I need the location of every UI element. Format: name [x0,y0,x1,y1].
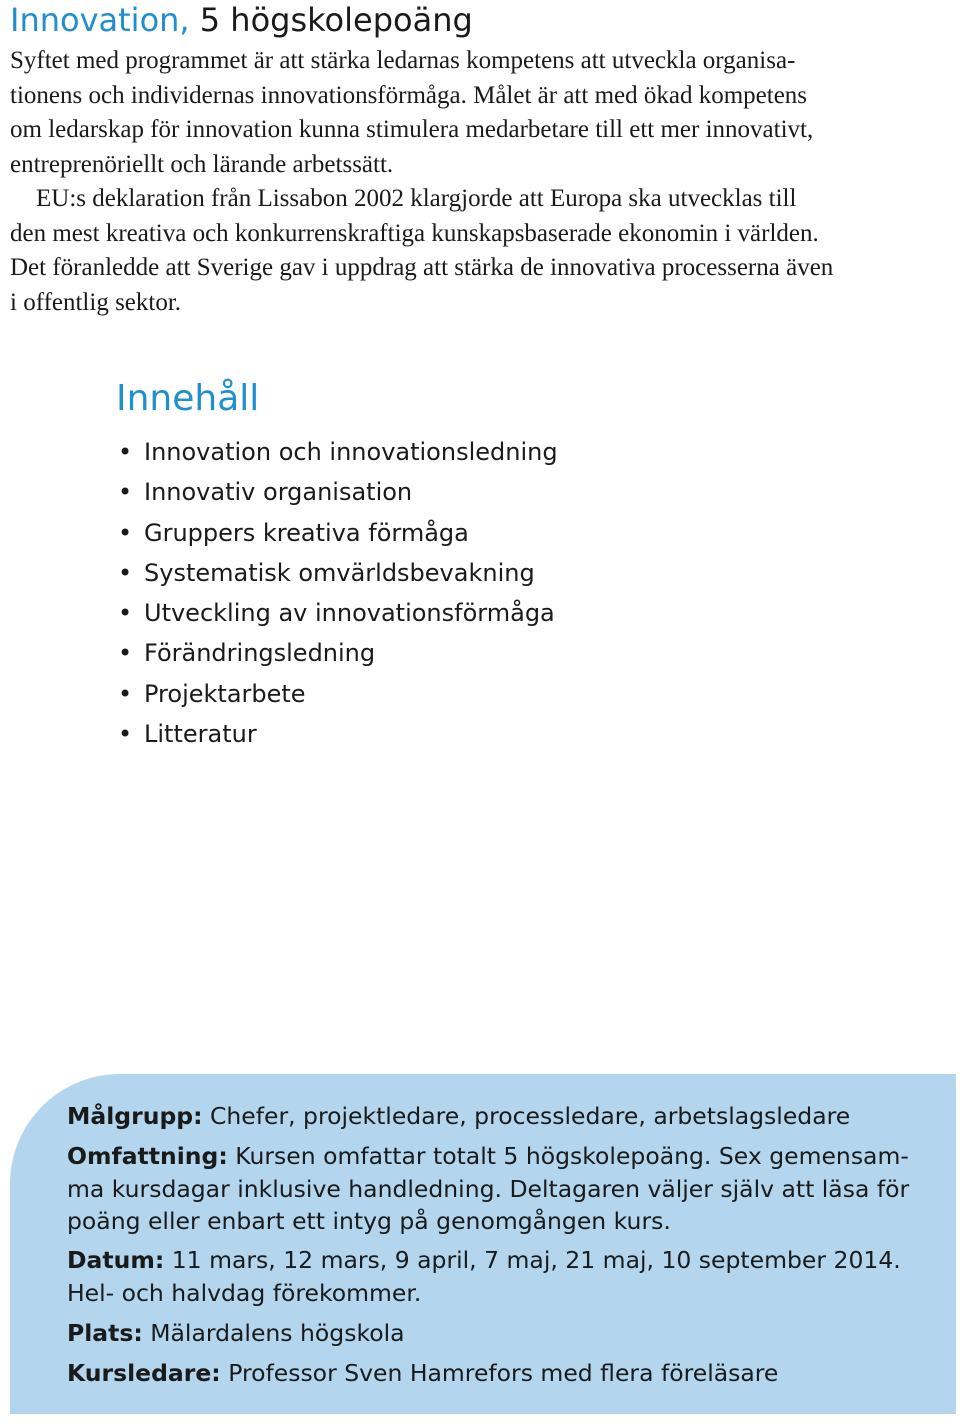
bullet-icon: • [118,679,133,708]
list-item-text: Innovativ organisation [144,478,413,507]
list-item [116,593,558,633]
intro-line: Syftet med programmet är att stärka ledarnas kompetens att utveckla organisa- [10,47,796,74]
dates-value-line: 11 mars, 12 mars, 9 april, 7 maj, 21 maj, 10 september 2014. [171,1246,901,1274]
list-item-text: Gruppers kreativa förmåga [144,518,469,547]
list-item-text: Projektarbete [144,679,306,708]
list-item-text: Systematisk omvärldsbevakning [144,558,535,587]
scope-label: Omfattning: [67,1142,228,1170]
intro-line: entreprenöriellt och lärande arbetssätt. [10,150,394,178]
intro-line: EU:s deklaration från Lissabon 2002 klargjorde att Europa ska utvecklas till [36,185,797,212]
scope-value-line: Kursen omfattar totalt 5 högskolepoäng. Sex gemensam- [235,1142,909,1170]
intro-line: tionens och individernas innovationsförmåga. Målet är att med ökad kompetens [10,81,808,109]
list-item-text: Innovation och innovationsledning [144,438,558,466]
location-value: Mälardalens högskola [150,1319,405,1347]
intro-line: den mest kreativa och konkurrenskraftiga kunskapsbaserade ekonomin i världen. [10,219,819,247]
page-title [10,0,473,40]
intro-line: i offentlig sektor. [10,288,182,316]
contents-list [116,432,558,754]
contents-heading: Innehåll [116,378,260,419]
target-group-info [67,1100,850,1133]
scope-info [67,1140,909,1238]
location-info [67,1317,405,1350]
list-item-text: Litteratur [144,720,257,749]
title-course-name: Innovation, [10,1,190,39]
target-group-value: Chefer, projektledare, processledare, arbetslagsledare [209,1102,851,1130]
list-item [116,553,558,593]
list-item-text: Utveckling av innovationsförmåga [144,599,555,628]
list-item [116,674,558,714]
scope-value-line: ma kursdagar inklusive handledning. Deltagaren väljer själv att läsa för [67,1174,910,1203]
list-item [116,513,558,553]
intro-line: om ledarskap för innovation kunna stimulera medarbetare till ett mer innovativt, [10,116,814,143]
course-leader-label: Kursledare: [67,1359,221,1387]
bullet-icon: • [118,438,133,466]
target-group-label: Målgrupp: [67,1102,203,1130]
list-item-text: Förändringsledning [144,639,376,668]
course-info-box [10,1074,956,1414]
course-leader-value: Professor Sven Hamrefors med flera föreläsare [228,1359,779,1387]
intro-line: Det föranledde att Sverige gav i uppdrag att stärka de innovativa processerna även [10,254,834,281]
title-credits: 5 högskolepoäng [199,1,473,39]
list-item [116,714,558,754]
bullet-icon: • [118,558,133,587]
bullet-icon: • [118,518,133,547]
bullet-icon: • [118,720,133,749]
bullet-icon: • [118,478,133,507]
list-item [116,633,558,673]
list-item [116,432,558,472]
dates-value-line: Hel- och halvdag förekommer. [67,1278,422,1307]
dates-label: Datum: [67,1246,165,1274]
scope-value-line: poäng eller enbart ett intyg på genomgången kurs. [67,1207,671,1235]
dates-info [67,1244,901,1309]
bullet-icon: • [118,639,133,668]
bullet-icon: • [118,599,133,628]
location-label: Plats: [67,1319,143,1347]
course-leader-info [67,1357,778,1390]
list-item [116,472,558,512]
intro-paragraph [10,44,955,320]
